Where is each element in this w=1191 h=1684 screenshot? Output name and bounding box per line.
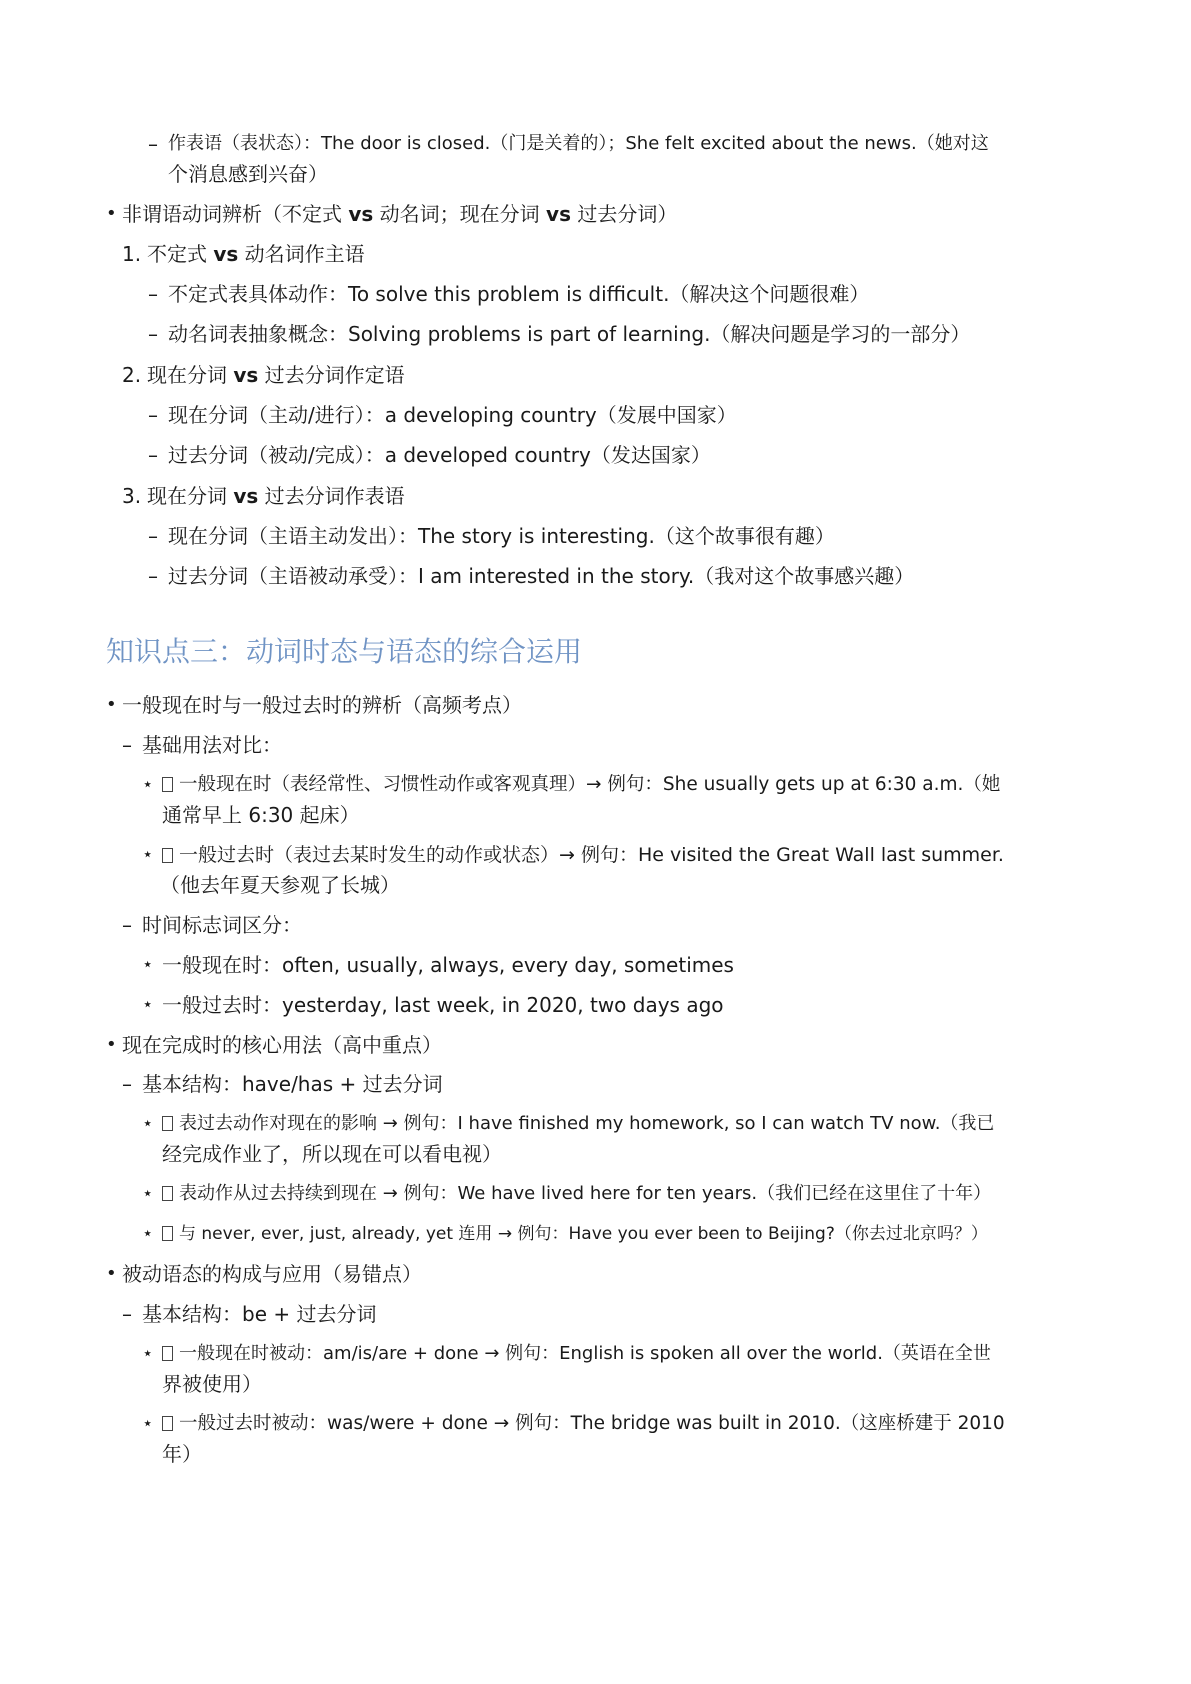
time-markers-title: 时间标志词区分： [142, 913, 302, 937]
time-marker-item: 一般现在时：often, usually, always, every day, sometimes [162, 953, 734, 977]
basic-usage-item-cont: （他去年夏天参观了长城） [160, 873, 400, 897]
bullet-marker: • [106, 1263, 117, 1284]
dash-marker: – [148, 403, 158, 427]
star-marker: ⋆ [142, 844, 154, 865]
predicative-example-line1: 作表语（表状态）：The door is closed.（门是关着的）；She felt excited about the news.（她对这 [168, 133, 989, 154]
present-perfect-item: 表动作从过去持续到现在 → 例句：We have lived here for ten years.（我们已经在这里住了十年） [162, 1178, 991, 1210]
passive-item-cont: 年） [162, 1442, 202, 1466]
time-marker-item: 一般过去时：yesterday, last week, in 2020, two days ago [162, 993, 724, 1017]
tense-comparison-title: 一般现在时与一般过去时的辨析（高频考点） [122, 693, 522, 717]
bullet-marker: • [106, 1034, 117, 1055]
list-subitem: 动名词表抽象概念：Solving problems is part of learning.（解决问题是学习的一部分） [168, 322, 971, 346]
dash-marker: – [148, 132, 158, 156]
list-number: 1. [122, 242, 142, 266]
star-marker: ⋆ [142, 1343, 154, 1364]
checkbox-icon [162, 1226, 173, 1241]
dash-marker: – [122, 1072, 132, 1096]
list-subitem: 过去分词（主语被动承受）：I am interested in the story.（我对这个故事感兴趣） [168, 564, 915, 588]
dash-marker: – [148, 443, 158, 467]
checkbox-icon [162, 1416, 173, 1431]
star-marker: ⋆ [142, 774, 154, 795]
basic-usage-title: 基础用法对比： [142, 733, 282, 757]
star-marker: ⋆ [142, 1183, 154, 1204]
checkbox-icon [162, 1116, 173, 1131]
star-marker: ⋆ [142, 1413, 154, 1434]
list-subitem: 过去分词（被动/完成）：a developed country（发达国家） [168, 443, 711, 467]
basic-usage-item-cont: 通常早上 6:30 起床） [162, 803, 360, 827]
checkbox-icon [162, 777, 173, 792]
present-perfect-item: 表过去动作对现在的影响 → 例句：I have finished my homework, so I can watch TV now.（我已 [162, 1108, 994, 1140]
bullet-marker: • [106, 694, 117, 715]
list-item-title: 现在分词 vs 过去分词作表语 [147, 484, 405, 508]
basic-usage-item: 一般过去时（表过去某时发生的动作或状态）→ 例句：He visited the Great Wall last summer. [162, 839, 1004, 871]
dash-marker: – [122, 733, 132, 757]
list-item-title: 现在分词 vs 过去分词作定语 [147, 363, 405, 387]
star-marker: ⋆ [142, 954, 154, 975]
passive-title: 被动语态的构成与应用（易错点） [122, 1262, 422, 1286]
present-perfect-title: 现在完成时的核心用法（高中重点） [122, 1033, 442, 1057]
present-perfect-item-cont: 经完成作业了，所以现在可以看电视） [162, 1142, 502, 1166]
star-marker: ⋆ [142, 994, 154, 1015]
predicative-example-line2: 个消息感到兴奋） [168, 162, 328, 186]
star-marker: ⋆ [142, 1223, 154, 1244]
list-subitem: 不定式表具体动作：To solve this problem is difficult.（解决这个问题很难） [168, 282, 870, 306]
nonfinite-title: 非谓语动词辨析（不定式 vs 动名词；现在分词 vs 过去分词） [122, 202, 678, 226]
star-marker: ⋆ [142, 1113, 154, 1134]
list-subitem: 现在分词（主动/进行）：a developing country（发展中国家） [168, 403, 737, 427]
list-item-title: 不定式 vs 动名词作主语 [147, 242, 365, 266]
checkbox-icon [162, 1346, 173, 1361]
passive-structure: 基本结构：be + 过去分词 [142, 1302, 377, 1326]
dash-marker: – [148, 524, 158, 548]
list-number: 3. [122, 484, 142, 508]
passive-item-cont: 界被使用） [162, 1372, 262, 1396]
dash-marker: – [148, 564, 158, 588]
bullet-marker: • [106, 203, 117, 224]
checkbox-icon [162, 1186, 173, 1201]
dash-marker: – [148, 322, 158, 346]
basic-usage-item: 一般现在时（表经常性、习惯性动作或客观真理）→ 例句：She usually gets up at 6:30 a.m.（她 [162, 769, 1000, 801]
dash-marker: – [122, 1302, 132, 1326]
passive-item: 一般现在时被动：am/is/are + done → 例句：English is spoken all over the world.（英语在全世 [162, 1338, 991, 1370]
present-perfect-structure: 基本结构：have/has + 过去分词 [142, 1072, 443, 1096]
list-subitem: 现在分词（主语主动发出）：The story is interesting.（这个故事很有趣） [168, 524, 835, 548]
checkbox-icon [162, 848, 173, 863]
section-heading: 知识点三：动词时态与语态的综合运用 [106, 635, 583, 668]
list-number: 2. [122, 363, 142, 387]
passive-item: 一般过去时被动：was/were + done → 例句：The bridge was built in 2010.（这座桥建于 2010 [162, 1408, 1005, 1440]
dash-marker: – [122, 913, 132, 937]
dash-marker: – [148, 282, 158, 306]
present-perfect-item: 与 never, ever, just, already, yet 连用 → 例句：Have you ever been to Beijing?（你去过北京吗？） [162, 1218, 988, 1250]
